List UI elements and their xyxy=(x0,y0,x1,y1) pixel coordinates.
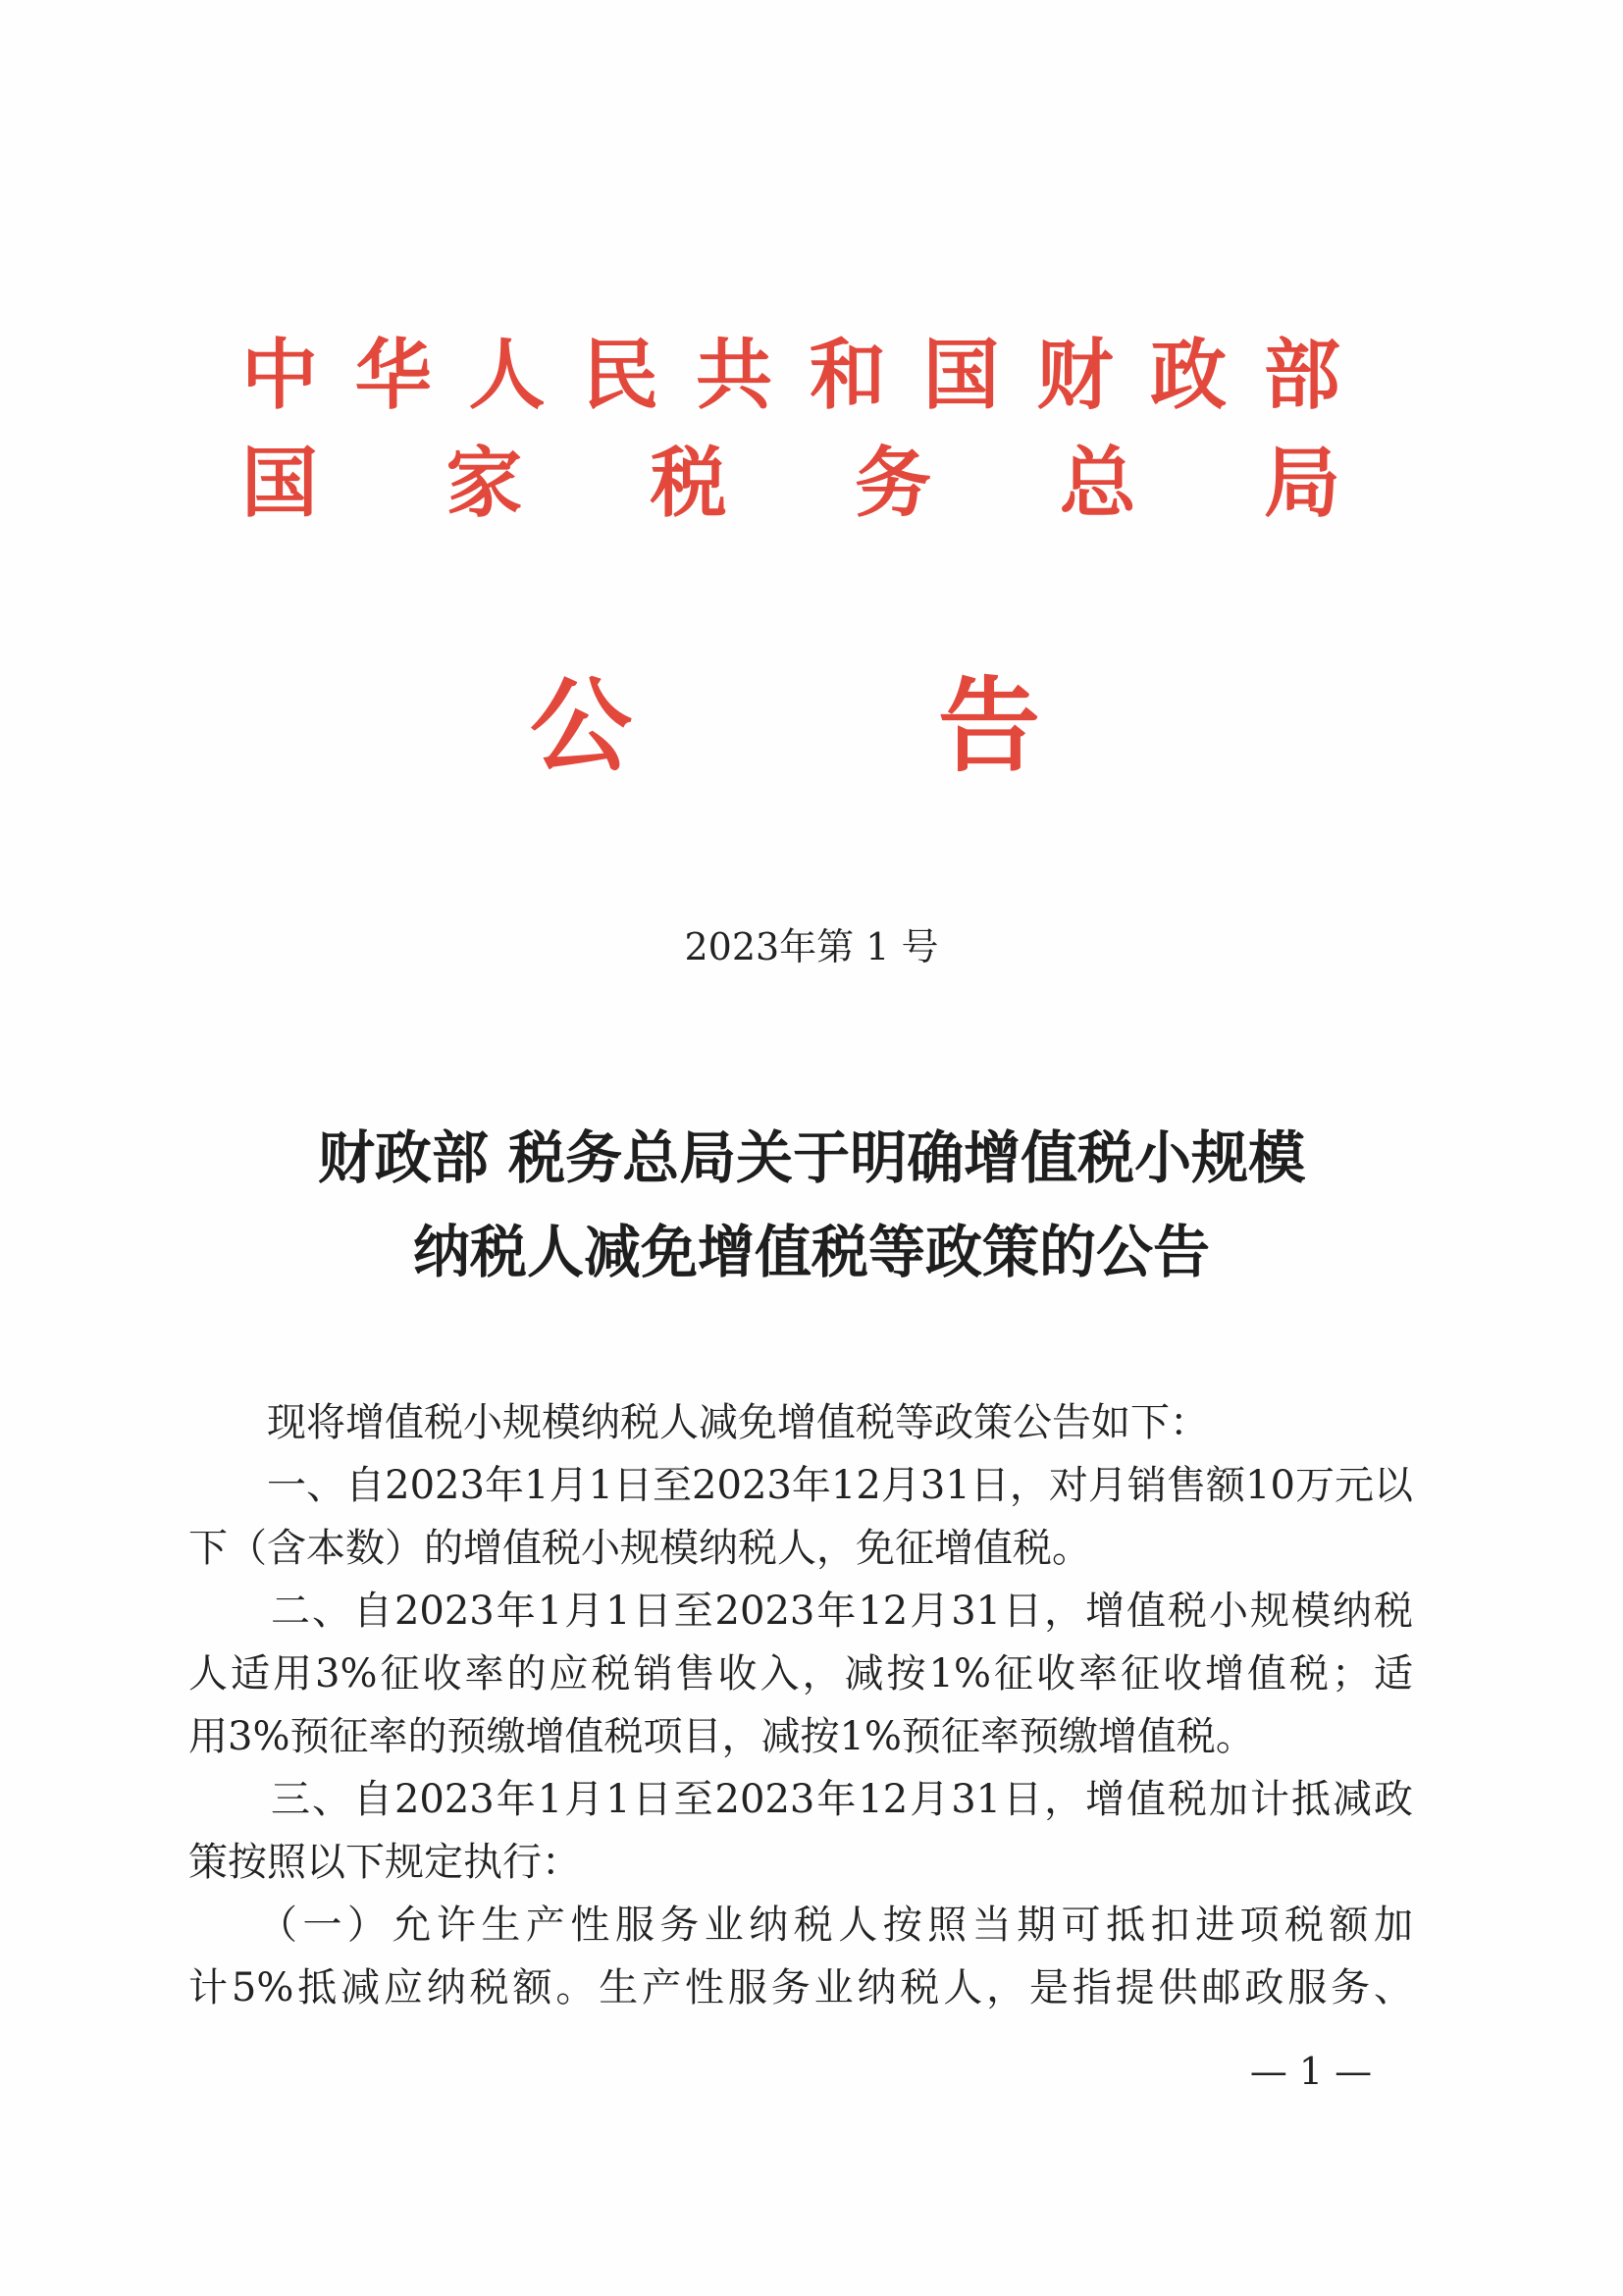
issuer-char: 局 xyxy=(1263,440,1340,528)
document-title-line: 纳税人减免增值税等政策的公告 xyxy=(412,1219,1210,1285)
body-line: 现将增值税小规模纳税人减免增值税等政策公告如下： xyxy=(188,1400,1209,1445)
issuer-char: 总 xyxy=(1059,440,1136,528)
body-line: 二、自2023年1月1日至2023年12月31日，增值税小规模纳税 xyxy=(188,1589,1413,1634)
doc-type-char: 公 xyxy=(530,666,633,786)
body-line: 下（含本数）的增值税小规模纳税人，免征增值税。 xyxy=(188,1526,1091,1571)
issuer-char: 国 xyxy=(922,332,1000,420)
doc-type-char: 告 xyxy=(937,666,1040,786)
body-line: 一、自2023年1月1日至2023年12月31日，对月销售额10万元以 xyxy=(188,1463,1413,1508)
issuer-char: 中 xyxy=(241,332,319,420)
issuer-char: 政 xyxy=(1150,332,1228,420)
body-line: 计5%抵减应纳税额。生产性服务业纳税人，是指提供邮政服务、 xyxy=(188,1965,1413,2010)
document-type-heading xyxy=(530,667,1040,785)
body-line: 人适用3%征收率的应税销售收入，减按1%征收率征收增值税；适 xyxy=(188,1651,1413,1696)
issuer-char: 人 xyxy=(468,332,546,420)
issuer-char: 民 xyxy=(582,332,659,420)
issuer-char: 财 xyxy=(1036,332,1114,420)
issuer-ministry-of-finance xyxy=(241,332,1340,420)
body-line: 三、自2023年1月1日至2023年12月31日，增值税加计抵减政 xyxy=(188,1777,1413,1822)
issuer-char: 部 xyxy=(1263,332,1340,420)
document-number: 2023年第 1 号 xyxy=(684,925,939,968)
issuer-char: 国 xyxy=(241,440,319,528)
document-title-line: 财政部 税务总局关于明确增值税小规模 xyxy=(317,1124,1306,1191)
issuer-state-taxation-administration xyxy=(241,440,1340,528)
issuer-char: 共 xyxy=(696,332,773,420)
issuer-char: 和 xyxy=(809,332,886,420)
body-line: （一）允许生产性服务业纳税人按照当期可抵扣进项税额加 xyxy=(188,1903,1413,1948)
body-line: 用3%预征率的预缴增值税项目，减按1%预征率预缴增值税。 xyxy=(188,1714,1255,1759)
body-line: 策按照以下规定执行： xyxy=(188,1840,581,1885)
issuer-char: 务 xyxy=(855,440,932,528)
page-number: — 1 — xyxy=(1249,2050,1373,2093)
issuer-char: 税 xyxy=(650,440,727,528)
issuer-char: 华 xyxy=(354,332,432,420)
issuer-char: 家 xyxy=(445,440,523,528)
